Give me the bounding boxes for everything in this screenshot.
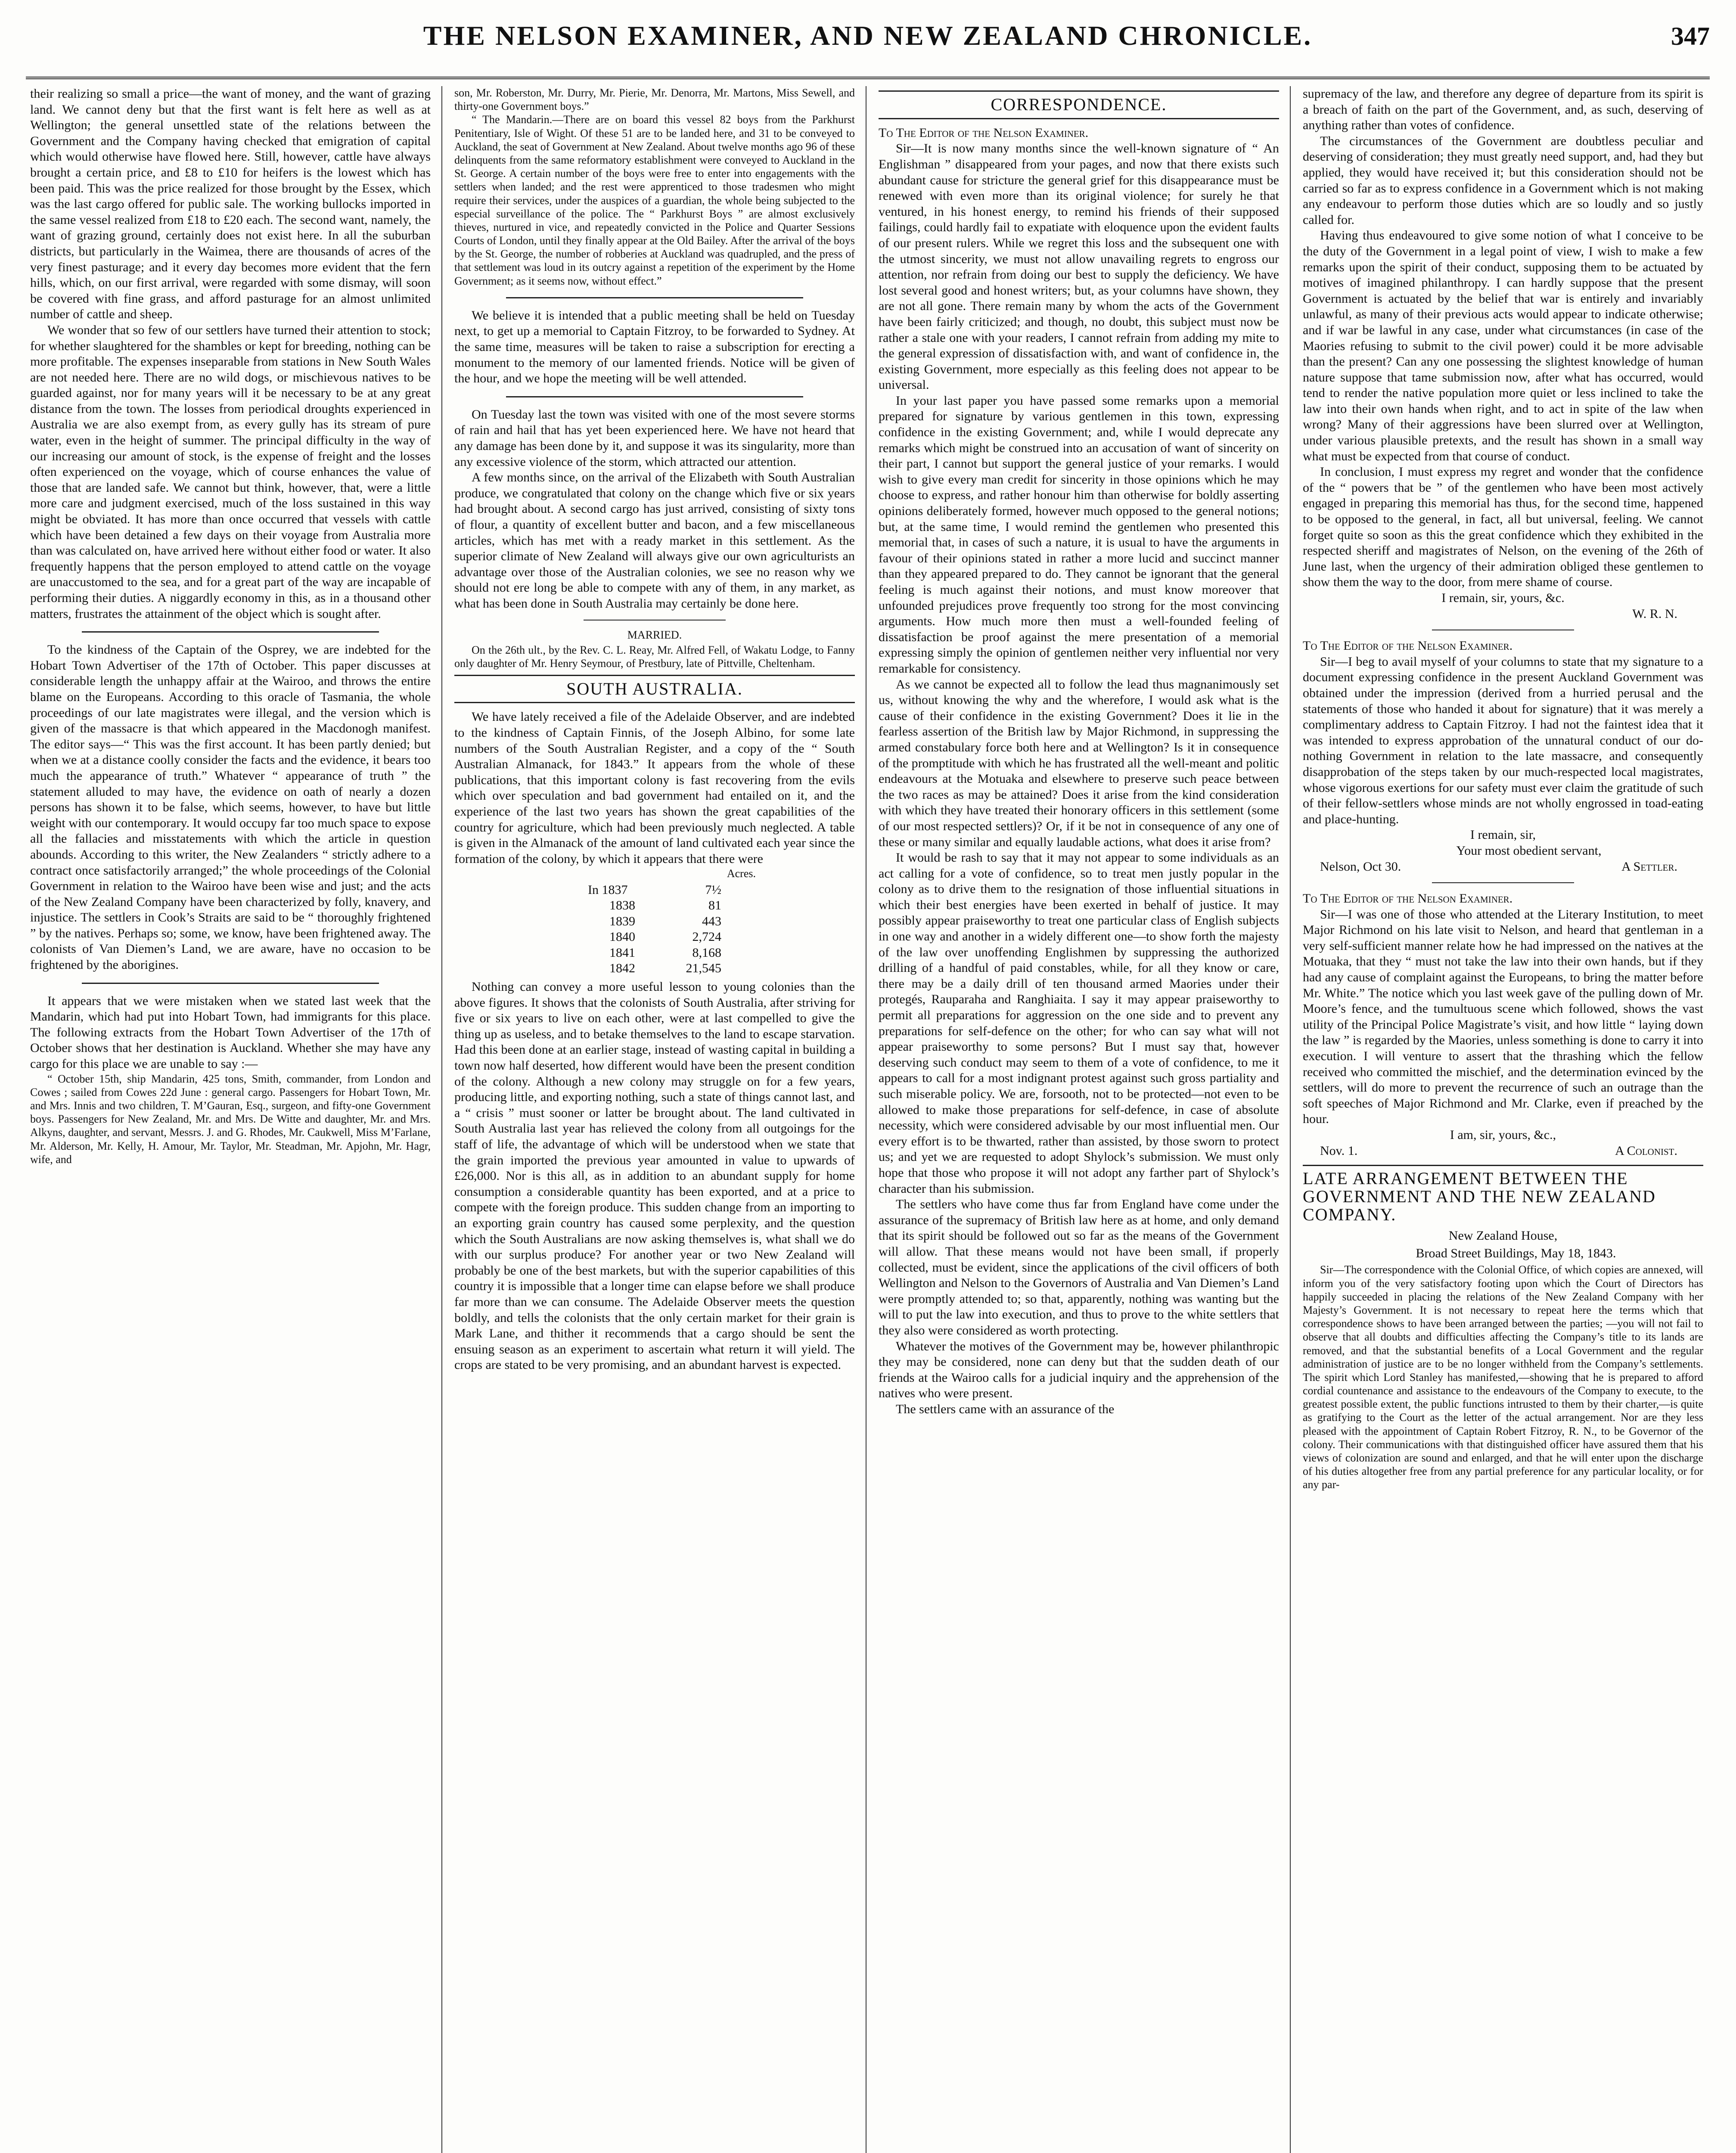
- article-paragraph: It appears that we were mistaken when we stated last week that the Mandarin, which had put into Hobart Town, had immigrants for this place. The following extracts from the Hobart Town Advertiser of the 17th of October shows that her destination is Auckland. Whether she may have any cargo for this place we are unable to say :—: [30, 993, 431, 1071]
- quoted-paragraph: son, Mr. Roberston, Mr. Durry, Mr. Pierie, Mr. Denorra, Mr. Martons, Miss Sewell, and thirty-one Government boys.”: [454, 87, 855, 113]
- letter-closing: I remain, sir, yours, &c.: [1441, 591, 1565, 605]
- table-cell-year: In 1837: [588, 882, 628, 897]
- column-rule: [1290, 86, 1291, 2153]
- column-4: [1303, 86, 1703, 2153]
- masthead-title: THE NELSON EXAMINER, AND NEW ZEALAND CHRONICLE.: [423, 20, 1313, 51]
- letter-address: New Zealand House,: [1448, 1229, 1558, 1243]
- letter-closing: Your most obedient servant,: [1456, 843, 1602, 858]
- table-cell-year: 1842: [609, 961, 635, 976]
- article-paragraph: We wonder that so few of our settlers have turned their attention to stock; for whether slaughtered for the shambles or kept for breeding, nothing can be more profitable. The expenses inseparable from stations in New South Wales are not needed here. There are no wild dogs, or mischievous natives to be guarded against, nor for many years will it be necessary to be at any great distance from the town. The losses from periodical droughts experienced in Australia we are also exempt from, as every gully has its stream of pure water, even in the height of summer. The principal difficulty in the way of our increasing our amount of stock, is the expense of freight and the losses often experienced on the voyage, which of course enhances the value of those that are landed safe. We cannot but think, however, that, were a little more care and judgment exercised, much of the loss sustained in this way might be obviated. It has more than once occurred that vessels with cattle which have been detained a few days on their voyage from Australia more than was calculated on, have arrived here without either food or water. It also frequently happens that the person employed to attend cattle on the voyage are unaccustomed to the sea, and for a great part of the way are incapable of performing their duties. A niggardly economy in this, as in a thousand other matters, frustrates the attainment of the object which is sought after.: [30, 323, 431, 621]
- table-row: [579, 961, 730, 977]
- table-cell-year: 1840: [609, 930, 635, 944]
- column-rule: [441, 86, 442, 2153]
- letter-paragraph: Having thus endeavoured to give some notion of what I conceive to be the duty of the Government in a legal point of view, I wish to make a few remarks upon the spirit of their conduct, supposing them to be actuated by motives of imagined philanthropy. I can hardly suppose that the present Government is actuated by the belief that war is entirely and invariably unlawful, as many of their previous acts would appear to indicate otherwise; and if war be lawful in any case, under what circumstances (in case of the Maories refusing to submit to the civil power) could it be more advisable than the present? Can any one possessing the slightest knowledge of human nature suppose that tame submission now, after what has occurred, would tend to render the native population more quiet or less inclined to take the law into their own hands when right, and to act in spite of the law when wrong? Many of their aggressions have been slurred over at Wellington, under various plausible pretexts, and the result has shown in a small way what must be expected from that course of conduct.: [1303, 228, 1703, 463]
- letter-dateline: [1303, 859, 1703, 875]
- table-cell-year: 1841: [609, 945, 635, 960]
- letter-paragraph: In conclusion, I must express my regret and wonder that the confidence of the “ powers that be ” of the gentlemen who have been most actively engaged in preparing this memorial has thus, for the second time, happened to be opposed to the general, in fact, all but universal, feeling. We cannot forget quite so soon as this the great confidence which they exhibited in the respected sheriff and magistrates of Nelson, on the evening of the 26th of June last, when the urgency of their admiration obliged these gentlemen to show them the way to the door, from mere shame of course.: [1303, 465, 1703, 589]
- letter-closing: I remain, sir,: [1470, 828, 1536, 842]
- letter-paragraph: The settlers who have come thus far from England have come under the assurance of the supremacy of British law here as at home, and only demand that its spirit should be followed out so far as the means of the Government will allow. That these means would not have been small, if properly collected, must be evident, since the applications of the civil officers of both Wellington and Nelson to the Governors of Australia and Van Diemen’s Land were promptly attended to; so that, apparently, nothing was wanting but the will to put the law into execution, and thus to prove to the white settlers that they also were considered as worth protecting.: [879, 1197, 1279, 1337]
- table-row: [579, 945, 730, 961]
- divider: [1432, 882, 1574, 883]
- letter-dateline: [1303, 1143, 1703, 1159]
- article-paragraph: We believe it is intended that a public meeting shall be held on Tuesday next, to get up a memorial to Captain Fitzroy, to be forwarded to Sydney. At the same time, measures will be taken to raise a subscription for erecting a monument to the memory of our lamented friends. Notice will be given of the hour, and we hope the meeting will be well attended.: [454, 308, 855, 386]
- letter-salutation: To The Editor of the Nelson Examiner.: [1303, 891, 1513, 906]
- divider: [82, 983, 379, 984]
- column-3: [879, 86, 1279, 2153]
- article-paragraph: On Tuesday last the town was visited with one of the most severe storms of rain and hail that has yet been experienced here. We have not heard that any damage has been done by it, and suppose it was its singularity, more than any excessive violence of the storm, which attracted our attention.: [454, 407, 855, 469]
- table-row: [579, 898, 730, 914]
- letter-paragraph: supremacy of the law, and therefore any degree of departure from its spirit is a breach of faith on the part of the Government, and, as such, deserving of anything rather than votes of confidence.: [1303, 87, 1703, 133]
- letter-paragraph: In your last paper you have passed some remarks upon a memorial prepared for signature by various gentlemen in this town, expressing confidence in the existing Government; and, while I would deprecate any remarks which might be construed into an accusation of want of sincerity on their part, I cannot but support the general justice of your remarks. I would wish to give every man credit for sincerity in those opinions which he may choose to express, and rather honour him than otherwise for boldly asserting opinions deliberately formed, however much opposed to the general notions; but, at the same time, I would remind the gentlemen who presented this memorial that, in cases of such a nature, it is usual to have the arguments in favour of their opinions stated in rather a more lucid and succinct manner than they appeared prepared to do. They cannot be ignorant that the general feeling is much against their notions, and must know moreover that unfounded prejudices prove frequently too strong for the most convincing arguments. How much more then must a well-founded feeling of dissatisfaction be proof against the mere presentation of a memorial expressing simply the opinion of gentlemen neither very influential nor very remarkable for consistency.: [879, 393, 1279, 676]
- letter-salutation: To The Editor of the Nelson Examiner.: [879, 125, 1089, 140]
- married-notice: On the 26th ult., by the Rev. C. L. Reay, Mr. Alfred Fell, of Wakatu Lodge, to Fanny only daughter of Mr. Henry Seymour, of Prestbury, late of Pittville, Cheltenham.: [454, 644, 855, 670]
- letter-date: Nelson, Oct 30.: [1320, 859, 1401, 874]
- section-heading-correspondence: CORRESPONDENCE.: [879, 90, 1279, 119]
- article-paragraph: A few months since, on the arrival of the Elizabeth with South Australian produce, we congratulated that colony on the change which five or six years had brought about. A second cargo has just arrived, consisting of sixty tons of flour, a quantity of excellent butter and bacon, and a few miscellaneous articles, which has met with a ready market in this settlement. As the superior climate of New Zealand will always give our own agriculturists an advantage over those of the Australian colonies, we see no reason why we should not ere long be able to compete with any of them, in any market, as what has been done in South Australia may certainly be done here.: [454, 470, 855, 611]
- quoted-paragraph: “ October 15th, ship Mandarin, 425 tons, Smith, commander, from London and Cowes ; sailed from Cowes 22d June : general cargo. Passengers for Hobart Town, Mr. and Mrs. Innis and two children, T. M’Gauran, Esq., surgeon, and fifty-one Government boys. Passengers for New Zealand, Mr. and Mrs. De Witte and daughter, Mr. and Mrs. Alkyns, daughter, and servant, Messrs. J. and G. Rhodes, Mr. Caukwell, Miss M’Farlane, Mr. Alderson, Mr. Kelly, H. Amour, Mr. Taylor, Mr. Steadman, Mr. Apjohn, Mr. Hagr, wife, and: [30, 1072, 431, 1166]
- table-cell-acres: 81: [708, 898, 721, 913]
- column-2: [454, 86, 855, 2153]
- letter-paragraph: The settlers came with an assurance of the: [896, 1402, 1115, 1416]
- article-paragraph: We have lately received a file of the Adelaide Observer, and are indebted to the kindness of Captain Finnis, of the Joseph Albino, for some late numbers of the South Australian Register, and a copy of the “ South Australian Almanack, for 1843.” It appears from the whole of these publications, that this important colony is fast recovering from the evils which over speculation and bad government had entailed on it, and the experience of the last two years has shown the great capabilities of the country for agriculture, which had been previously much neglected. A table is given in the Almanack of the amount of land cultivated each year since the formation of the colony, by which it appears that there were: [454, 710, 855, 866]
- letter-paragraph: Sir—I beg to avail myself of your columns to state that my signature to a document expressing confidence in the present Auckland Government was obtained under the impression (derived from a hurried perusal and the statements of those who handed it about for signature) that it was merely a complimentary address to Captain Fitzroy. I had not the faintest idea that it was intended to express approbation of the unnatural conduct of our do-nothing Government in relation to the late massacre, and consequently disapprobation of the steps taken by our much-respected local magistrates, whose vigorous exertions for our safety must ever claim the gratitude of such of their fellow-settlers whose minds are not wholly engrossed in toad-eating and place-hunting.: [1303, 654, 1703, 826]
- page-number: 347: [1671, 22, 1710, 50]
- letter-paragraph: As we cannot be expected all to follow the lead thus magnanimously set us, without knowing the why and the wherefore, I would ask what is the cause of their confidence in the existing Government? Does it lie in the fearless assertion of the British law by Major Richmond, in suppressing the armed constabulary force both here and at Wellington? Is it in consequence of the promptitude with which he has frustrated all the well-meant and politic endeavours at the Motuaka and elsewhere to preserve such peace between the two races as may be attained? Does it arise from the kind consideration with which they have treated their honorary officers in this settlement (some of our most respected settlers)? Or, if it be not in consequence of any one of these or many similar and equally laudable actions, what does it arise from?: [879, 677, 1279, 849]
- article-paragraph: To the kindness of the Captain of the Osprey, we are indebted for the Hobart Town Advertiser of the 17th of October. This paper discusses at considerable length the unhappy affair at the Wairoo, and throws the entire blame on the Europeans. According to this oracle of Tasmania, the whole proceedings of our late magistrates were illegal, and the version which is given of the massacre is that which appeared in the Macdonogh manifest. The editor says—“ This was the first account. It has been partly denied; but when we at a distance coolly consider the facts and the evidence, it bears too much the appearance of truth.” Whatever “ appearance of truth ” the statement alluded to may have, the evidence on oath of nearly a dozen persons has shown it to be false, which seems, however, to have but little weight with our contemporary. It would occupy far too much space to expose all the fallacies and misstatements with which the article in question abounds. According to this writer, the New Zealanders “ strictly adhere to a contract once satisfactorily arranged;” the whole proceedings of the Colonial Government in relation to the Wairoo have been wise and just; and the acts of the New Zealand Company have been characterized by folly, knavery, and injustice. The settlers in Cook’s Straits are said to be “ thoroughly frightened ” by the natives. Perhaps so; some, we know, have been frightened away. The colonists of Van Diemen’s Land, we are aware, have no occasion to be frightened by the aborigines.: [30, 642, 431, 972]
- table-cell-acres: 443: [702, 914, 721, 928]
- acres-table: [579, 882, 730, 977]
- table-row: [579, 882, 730, 898]
- divider: [82, 631, 379, 633]
- article-paragraph: their realizing so small a price—the want of money, and the want of grazing land. We cannot deny but that the first want is felt here as well as at Wellington; the general unsettled state of the relations between the Government and the Company having checked that emigration of capital which would otherwise have flowed here. Still, however, cattle have always brought a certain price, and £8 to £10 for heifers is the lowest which has been paid. This was the price realized for those brought by the Essex, which was the last cargo offered for public sale. The working bullocks imported in the same vessel realized from £18 to £20 each. The second want, namely, the want of grazing ground, certainly does not exist here. In all the suburban districts, but particularly in the Waimea, there are thousands of acres of the very finest pasturage; and it every day becomes more evident that the fern hills, which, on our first arrival, were regarded with some dismay, will soon be covered with fine grass, and afford pasturage for an almost unlimited number of cattle and sheep.: [30, 87, 431, 322]
- section-heading-south-australia: SOUTH AUSTRALIA.: [454, 675, 855, 704]
- letter-paragraph: Sir—I was one of those who attended at the Literary Institution, to meet Major Richmond on his late visit to Nelson, and heard that gentleman in a very self-sufficient manner relate how he had impressed on the natives at the Motuaka, that they “ must not take the law into their own hands, but if they had any cause of complaint against the Europeans, to bring the matter before Mr. White.” The notice which you last week gave of the pulling down of Mr. Moore’s fence, and the tumultuous scene which followed, shows the vast utility of the Principal Police Magistrate’s visit, and how little “ laying down the law ” is regarded by the Maories, unless something is done to carry it into execution. I will venture to assert that the thrashing which the fellow received who committed the mischief, and the determination evinced by the settlers, will do more to prevent the recurrence of such an outrage than the soft speeches of Major Richmond and Mr. Clarke, even if preached by the hour.: [1303, 907, 1703, 1126]
- acres-header: Acres.: [727, 867, 756, 880]
- masthead: [26, 12, 1710, 79]
- table-cell-acres: 2,724: [692, 930, 721, 944]
- table-cell-acres: 8,168: [692, 945, 721, 960]
- table-row: [579, 914, 730, 930]
- divider: [506, 396, 803, 397]
- letter-paragraph: Sir—The correspondence with the Colonial Office, of which copies are annexed, will inform you of the very satisfactory footing upon which the Court of Directors has happily succeeded in placing the relations of the New Zealand Company with her Majesty’s Government. It is not necessary to repeat here the terms which that correspondence shows to have been arranged between the parties; —you will not fail to observe that all doubts and difficulties affecting the Company’s title to its lands are removed, and that the substantial benefits of a Local Government and the regular administration of justice are to be no longer withheld from the Company’s settlements. The spirit which Lord Stanley has manifested,—showing that he is prepared to afford cordial countenance and assistance to the endeavours of the Company to execute, to the greatest possible extent, the public functions intrusted to them by their charter,—is quite as gratifying to the Court as the letter of the actual arrangement. Nor are they less pleased with the appointment of Captain Robert Fitzroy, R. N., to be Governor of the colony. Their communications with that distinguished officer have assured them that his views of colonization are sound and enlarged, and that he will enter upon the discharge of his duties altogether free from any partial preference for any particular locality, or for any par-: [1303, 1263, 1703, 1491]
- letter-paragraph: It would be rash to say that it may not appear to some individuals as an act calling for a vote of confidence, so to treat men justly popular in the colony as to drive them to the resignation of those influential situations in which their best energies have been exerted in behalf of justice. It may possibly appear praiseworthy to treat one particular class of English subjects in one way and another in a widely different one—to show forth the majesty of the law over unoffending Englishmen by suppressing the authorized drilling of a handful of paid constables, while, for all they know or care, there may be a daily drill of ten thousand armed Maories under their protegés, Rauparaha and Ranghiaita. I say it may appear praiseworthy to permit all preparations for aggression on the one side and to prevent any preparations for self-defence on the other; for who can say what will not appear praiseworthy to some persons? But I must say that, however deserving such conduct may seem to them of a vote of confidence, to me it appears to call for a most indignant protest against such gross partiality and such miserable policy. We are, forsooth, not to be protected—not even to be allowed to make those preparations for self-defence, in case of absolute necessity, which were considered advisable by our most influential men. Our every effort is to be thwarted, rather than assisted, by those sworn to protect us; and yet we are requested to adopt Shylock’s submission. We must only hope that those who propose it will not adopt any farther part of Shylock’s character than his submission.: [879, 850, 1279, 1196]
- letter-paragraph: The circumstances of the Government are doubtless peculiar and deserving of consideration; they must greatly need support, and, had they but applied, they would have received it; but this consideration should not be carried so far as to express confidence in a Government which is not making any endeavour to perform those duties which are so loudly and so justly called for.: [1303, 133, 1703, 227]
- letter-date: Nov. 1.: [1320, 1143, 1358, 1158]
- table-cell-acres: 7½: [705, 882, 721, 897]
- table-cell-year: 1838: [609, 898, 635, 913]
- married-heading: MARRIED.: [627, 628, 682, 641]
- letter-paragraph: Sir—It is now many months since the well-known signature of “ An Englishman ” disappeared from your pages, and now that there exists such abundant cause for stricture the general grief for this disappearance must be renewed with even more than its original violence; for surely he that ventured, in his honest energy, to remind his friends of their supposed failings, could hardly fail to expatiate with eloquence upon the evident faults of our present rulers. While we regret this loss and the subsequent one with the utmost sincerity, we must not allow unavailing regrets to engross our attention, nor refrain from doing our best to supply the deficiency. We have lost several good and honest writers; but, as your columns have shown, they are not all gone. There remain many by whom the acts of the Government have been fairly criticized; and though, no doubt, this subject must now be rather a stale one with your readers, I cannot refrain from adding my mite to the general expression of dissatisfaction with, and want of confidence in, the existing Government, more especially as this feeling does not appear to be universal.: [879, 141, 1279, 392]
- letter-salutation: To The Editor of the Nelson Examiner.: [1303, 639, 1513, 653]
- quoted-paragraph: “ The Mandarin.—There are on board this vessel 82 boys from the Parkhurst Penitentiary, Isle of Wight. Of these 51 are to be landed here, and 31 to be conveyed to Auckland, the seat of Government at New Zealand. About twelve months ago 96 of these delinquents from the same reformatory establishment were conveyed to Auckland in the St. George. A certain number of the boys were free to enter into engagements with the settlers when landed; and the rest were apprenticed to those tradesmen who might require their services, under the auspices of a guardian, the whole being subjected to the especial surveillance of the police. The “ Parkhurst Boys ” are almost exclusively thieves, nurtured in vice, and repeatedly convicted in the Police and Quarter Sessions Courts of London, until they finally appear at the Old Bailey. After the arrival of the boys by the St. George, the number of robberies at Auckland was quadrupled, and the press of that settlement was loud in its outcry against a repetition of the experiment by the Home Government; as it seems now, without effect.”: [454, 113, 855, 287]
- section-heading-late-arrangement: LATE ARRANGEMENT BETWEEN THE GOVERNMENT AND THE NEW ZEALAND COMPANY.: [1303, 1165, 1703, 1224]
- letter-signature: A Settler.: [1621, 859, 1677, 874]
- column-1: [30, 86, 431, 2153]
- letter-paragraph: Whatever the motives of the Government may be, however philanthropic they may be considered, none can deny but that the sudden death of our friends at the Wairoo calls for a judicial inquiry and the apprehension of the natives who were present.: [879, 1339, 1279, 1401]
- letter-closing: I am, sir, yours, &c.,: [1450, 1128, 1556, 1142]
- article-paragraph: Nothing can convey a more useful lesson to young colonies than the above figures. It shows that the colonists of South Australia, after striving for five or six years to live on each other, were at last compelled to give the thing up as useless, and to betake themselves to the land to escape starvation. Had this been done at an earlier stage, instead of wasting capital in building a town now half deserted, how different would have been the present condition of the colony. Although a new colony may struggle on for a few years, producing little, and exporting nothing, such a state of things cannot last, and a “ crisis ” must sooner or latter be brought about. The land cultivated in South Australia last year has relieved the colony from all outgoings for the staff of life, the advantage of which will be understood when we state that the grain imported the previous year amounted in value to upwards of £26,000. Nor is this all, as in addition to an abundant supply for home consumption a considerable quantity has been exported, and at a price to compete with the foreign produce. This sudden change from an importing to an exporting grain country has caused some perplexity, and the question which the South Australians are now asking themselves is, what shall we do with our surplus produce? For another year or two New Zealand will probably be one of the best markets, but with the superior capabilities of this country it is impossible that a longer time can elapse before we shall produce far more than we can consume. The Adelaide Observer meets the question boldly, and tells the colonists that the only certain market for their grain is Mark Lane, and thither it recommends that a cargo should be sent the ensuing season as an experiment to ascertain what return it will yield. The crops are stated to be very promising, and an abundant harvest is expected.: [454, 980, 855, 1372]
- table-cell-acres: 21,545: [686, 961, 721, 976]
- letter-signature: W. R. N.: [1632, 606, 1677, 621]
- table-cell-year: 1839: [609, 914, 635, 928]
- letter-address: Broad Street Buildings, May 18, 1843.: [1416, 1246, 1616, 1260]
- letter-signature: A Colonist.: [1615, 1143, 1677, 1158]
- table-row: [579, 929, 730, 945]
- divider: [506, 297, 803, 298]
